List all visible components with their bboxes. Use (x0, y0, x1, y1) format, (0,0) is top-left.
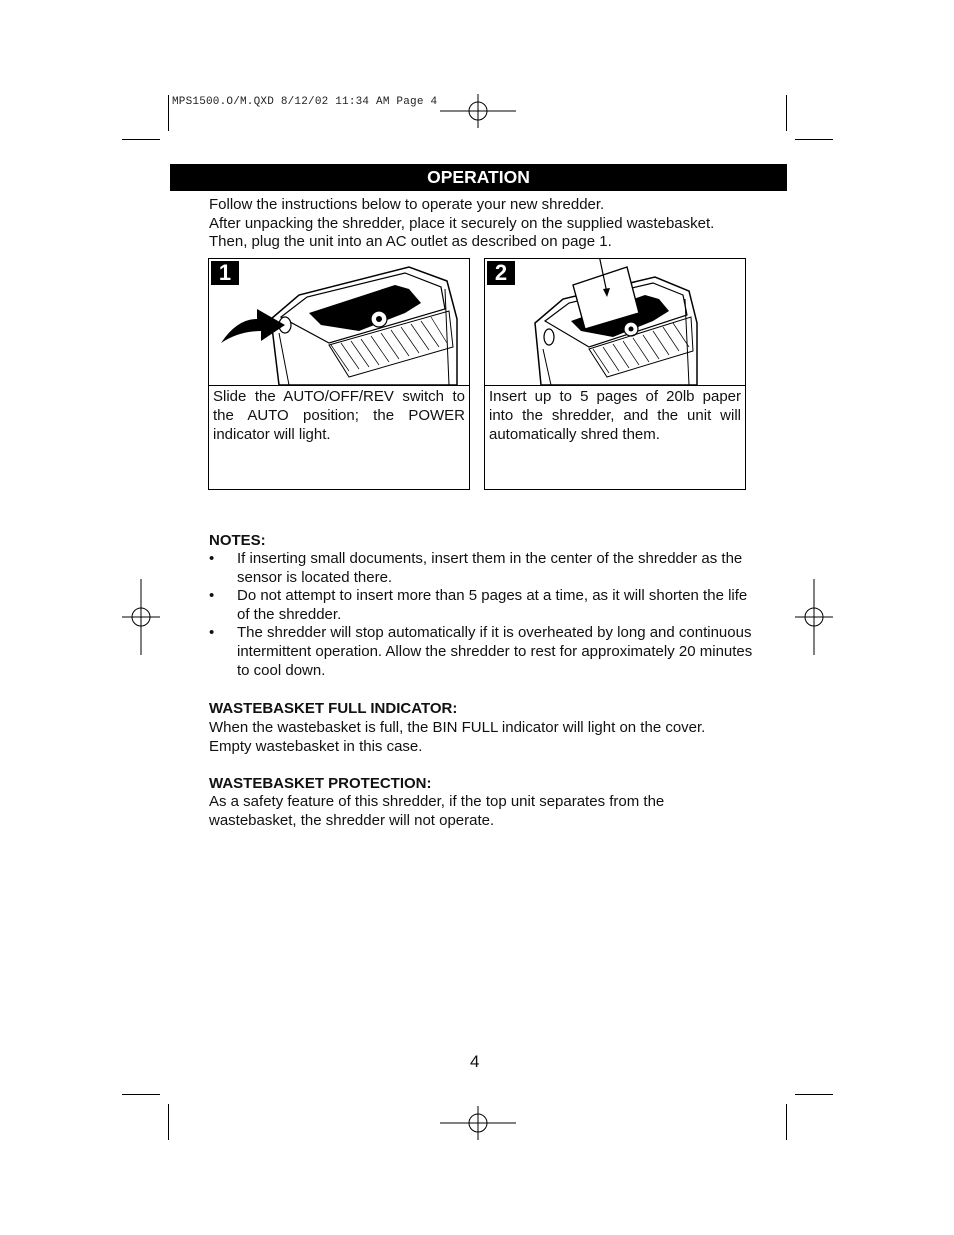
list-item (209, 550, 754, 587)
shredder-switch-illustration-icon (209, 259, 469, 385)
intro-paragraph (209, 196, 769, 252)
crop-mark (168, 95, 169, 131)
notes-heading: NOTES: (209, 532, 266, 549)
wastebasket-full-heading: WASTEBASKET FULL INDICATOR: (209, 700, 458, 717)
shredder-paper-illustration-icon (485, 259, 745, 385)
step-panel-2 (484, 258, 746, 490)
intro-line: After unpacking the shredder, place it securely on the supplied wastebasket. (209, 214, 715, 232)
note-text: Do not attempt to insert more than 5 pages at a time, as it will shorten the life of the shredder. (237, 587, 748, 623)
list-item (209, 624, 754, 680)
note-text: If inserting small documents, insert them in the center of the shredder as the sensor is located there. (237, 550, 743, 586)
section-title: OPERATION (427, 167, 530, 187)
registration-mark-icon (795, 579, 833, 655)
step-number-badge: 1 (211, 261, 239, 285)
crop-mark (168, 1104, 169, 1140)
crop-mark (122, 1094, 160, 1095)
bullet-icon: • (209, 550, 215, 567)
print-slug: MPS1500.O/M.QXD 8/12/02 11:34 AM Page 4 (172, 96, 438, 108)
step-panel-1 (208, 258, 470, 490)
step-number-badge: 2 (487, 261, 515, 285)
body-line: wastebasket, the shredder will not operate. (209, 811, 495, 829)
registration-mark-icon (440, 1106, 516, 1140)
wastebasket-full-body (209, 719, 769, 756)
crop-mark (786, 95, 787, 131)
body-line: When the wastebasket is full, the BIN FULL indicator will light on the cover. (209, 719, 706, 736)
bullet-icon: • (209, 587, 215, 605)
step-2-caption: Insert up to 5 pages of 20lb paper into the shredder, and the unit will automatically shred them. (489, 388, 741, 443)
crop-mark (795, 1094, 833, 1095)
step-2-illustration (485, 259, 745, 386)
registration-mark-icon (440, 94, 516, 128)
notes-list (209, 550, 754, 680)
crop-mark (795, 139, 833, 140)
section-title-banner (170, 164, 787, 191)
page-number: 4 (470, 1052, 480, 1071)
note-text: The shredder will stop automatically if it is overheated by long and continuous intermittent operation. Allow the shredder to rest for approximately 20 minutes to cool down. (237, 624, 753, 679)
body-line: As a safety feature of this shredder, if the top unit separates from the (209, 793, 665, 810)
registration-mark-icon (122, 579, 160, 655)
wastebasket-protection-heading: WASTEBASKET PROTECTION: (209, 775, 432, 792)
intro-line: Follow the instructions below to operate your new shredder. (209, 196, 605, 213)
crop-mark (786, 1104, 787, 1140)
step-1-illustration (209, 259, 469, 386)
intro-line: Then, plug the unit into an AC outlet as described on page 1. (209, 233, 612, 251)
step-1-caption: Slide the AUTO/OFF/REV switch to the AUTO position; the POWER indicator will light. (213, 388, 465, 443)
body-line: Empty wastebasket in this case. (209, 737, 423, 755)
crop-mark (122, 139, 160, 140)
wastebasket-protection-body (209, 793, 769, 830)
bullet-icon: • (209, 624, 215, 642)
list-item (209, 587, 754, 624)
